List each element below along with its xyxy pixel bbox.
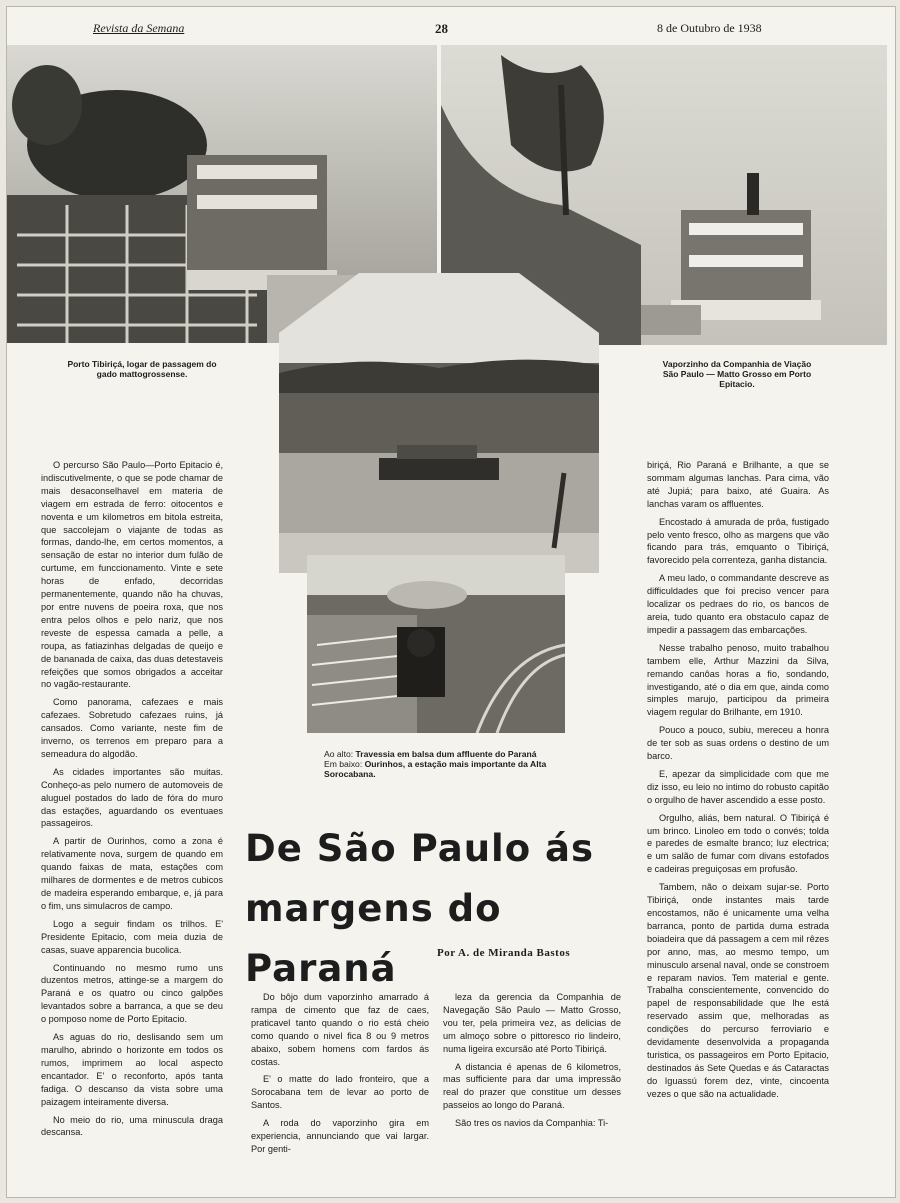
paragraph: A roda do vaporzinho gira em experiencia, annunciando que vai largar. Por genti- xyxy=(251,1118,429,1154)
paragraph: A meu lado, o commandante descreve as difficuldades que foi preciso vencer para localizar os pedraes do rio, os bancos de areia, tudo quanto era obstaculo capaz de impedir a passagem das embarcações. xyxy=(647,573,829,635)
caption-ourinhos: Ourinhos, a estação mais importante da Alta Sorocabana. xyxy=(324,758,547,779)
text-column-mid1 xyxy=(251,991,429,1161)
paragraph: Como panorama, cafezaes e mais cafezaes. Sobretudo cafezaes ruins, já cansados. Como variante, neste fim de inverno, os terrenos em preparo para a semeadura do algodão. xyxy=(41,697,223,759)
paragraph: As cidades importantes são muitas. Conheço-as pelo numero de automoveis de aluguel postados do lado de fóra do muro das estações, aguardando os eventuaes passageiros. xyxy=(41,766,223,829)
caption-vaporzinho: Vaporzinho da Companhia de Viação São Paulo — Matto Grosso em Porto Epitacio. xyxy=(662,359,812,390)
paragraph: A partir de Ourinhos, como a zona é relativamente nova, surgem de quando em quando faixas de mata, estações com milhares de dormentes e de metros cubicos de madeira esperando embarque, e, já para o fim, uns simulacros de campo. xyxy=(41,836,223,911)
caption-balsa: Travessia em balsa dum affluente do Paraná xyxy=(355,749,537,759)
photo-ourinhos xyxy=(307,555,565,733)
caption-label-bottom: Em baixo: xyxy=(324,758,365,769)
masthead: Revista da Semana xyxy=(93,21,185,35)
paragraph: E' o matte do lado fronteiro, que a Sorocabana tem de levar ao porto de Santos. xyxy=(251,1074,429,1111)
issue-date: 8 de Outubro de 1938 xyxy=(657,21,762,35)
paragraph: A distancia é apenas de 6 kilometros, mas sufficiente para dar uma impressão real do prazer que constitue um desses passeios ao longo do Paraná. xyxy=(443,1061,621,1111)
paragraph: Encostado á amurada de prôa, fustigado pelo vento fresco, olho as margens que vão ficando para trás, emquanto o Tibiriçá, favorecido pela correnteza, ganha distancia. xyxy=(647,516,829,566)
caption-porto-tibirica: Porto Tibiriçá, logar de passagem do gado mattogrossense. xyxy=(67,359,217,380)
article-byline: Por A. de Miranda Bastos xyxy=(437,947,571,959)
article-title: De São Paulo ás margens do Paraná xyxy=(245,827,595,990)
text-column-right xyxy=(647,459,829,1106)
paragraph: leza da gerencia da Companhia de Navegação São Paulo — Matto Grosso, vou ter, pela primeira vez, as delicias de um almoço sobre o pittoresco rio lindeiro, numa ligeira excursão até Porto Tibiriçá. xyxy=(443,992,621,1054)
paragraph: O percurso São Paulo—Porto Epitacio é, indiscutivelmente, o que se pode chamar de mais desaconselhavel em materia de viagem em estrada de ferro: oitocentos e noventa e um kilometros em bitola estreita, que saccolejam o viajante de todas as formas, dando-lhe, em certos momentos, a sensação de estar no interior dum fulão de curtume, em funccionamento. Vinte e sete horas de enfado, decorridas permanentemente, quando não ha chuvas, por entre nuvens de poeira roxa, que nos entra pelos olhos e pelo nariz, que nos reveste de espessa camada a pelle, a roupa, as fatiazinhas delgadas de queijo e de bananada de caixa, das duas detestaveis refeições que somos obrigados a acceitar no vagão-restaurante. xyxy=(41,460,223,690)
magazine-page xyxy=(6,6,896,1198)
caption-center-photos xyxy=(324,750,564,780)
paragraph: Pouco a pouco, subiu, mereceu a honra de ter sob as suas ordens o destino de um barco. xyxy=(647,725,829,762)
paragraph: E, apezar da simplicidade com que me diz isso, eu leio no intimo do robusto capitão o orgulho de haver ascendido a esse posto. xyxy=(647,768,829,805)
paragraph: No meio do rio, uma minuscula draga descansa. xyxy=(41,1114,223,1138)
paragraph: Continuando no mesmo rumo uns duzentos metros, attinge-se a margem do Paraná e os quatro ou cinco galpões levantados sobre a barranca, a que se deu o pomposo nome de Porto Epitacio. xyxy=(41,962,223,1025)
paragraph: As aguas do rio, deslisando sem um marulho, abrindo o horizonte em todos os rumos, imprimem ao local aspecto encantador. E' o reconforto, após tanta fadiga. O descanso da vista sobre uma paizagem inteiramente diversa. xyxy=(41,1032,223,1107)
paragraph: Tambem, não o deixam sujar-se. Porto Tibiriçá, onde instantes mais tarde encostamos, não é unicamente uma velha barranca, ponto de partida duma estrada boiadeira que dá passagem a cem mil rêzes por anno, mas, ao mesmo tempo, um minusculo arsenal naval, onde se constroem e reparam navios. Tem material e gente. Trabalha conscientemente, convencido do papel de responsabilidade que lhe está reservado assim que, melhoradas as condições do percurso ferroviario e devidamente desenvolvida a propaganda turistica, os passageiros em Porto Epitacio, destinados ás Sete Quedas e ás Cataractas do Iguassú forem dez, vinte, cincoenta vezes o que são na actualidade. xyxy=(647,882,829,1099)
paragraph: São tres os navios da Companhia: Ti- xyxy=(455,1118,609,1129)
text-column-left xyxy=(41,459,223,1144)
paragraph: biriçá, Rio Paraná e Brilhante, a que se sommam algumas lanchas. Para cima, vão até Jupiá; para baixo, até Guaira. As lanchas varam os affluentes. xyxy=(647,460,829,509)
paragraph: Logo a seguir findam os trilhos. E' Presidente Epitacio, com meia duzia de casas, suave apparencia bucolica. xyxy=(41,918,223,955)
paragraph: Nesse trabalho penoso, muito trabalhou tambem elle, Arthur Mazzini da Silva, remando canôas horas a fio, sondando, investigando, até o dia em que, ainda como simples marujo, participou da primeira viagem regular do Brilhante, em 1910. xyxy=(647,642,829,718)
photo-balsa xyxy=(279,273,599,573)
paragraph: Do bôjo dum vaporzinho amarrado á rampa de cimento que faz de caes, praticavel tanto quando o rio está cheio como quando o nivel fica 8 ou 9 metros abaixo, sobem homens com fardos ás costas. xyxy=(251,992,429,1067)
page-number: 28 xyxy=(435,21,448,36)
text-column-mid2 xyxy=(443,991,621,1135)
caption-label-top: Ao alto: xyxy=(324,749,356,759)
paragraph: Orgulho, aliás, bem natural. O Tibiriçá é um brinco. Linoleo em todo o convés; tolda e paredes de esmalte branco; luz electrica; e um salão de fumar com divans estofados e cadeiras preguiçosas em profusão. xyxy=(647,812,829,875)
